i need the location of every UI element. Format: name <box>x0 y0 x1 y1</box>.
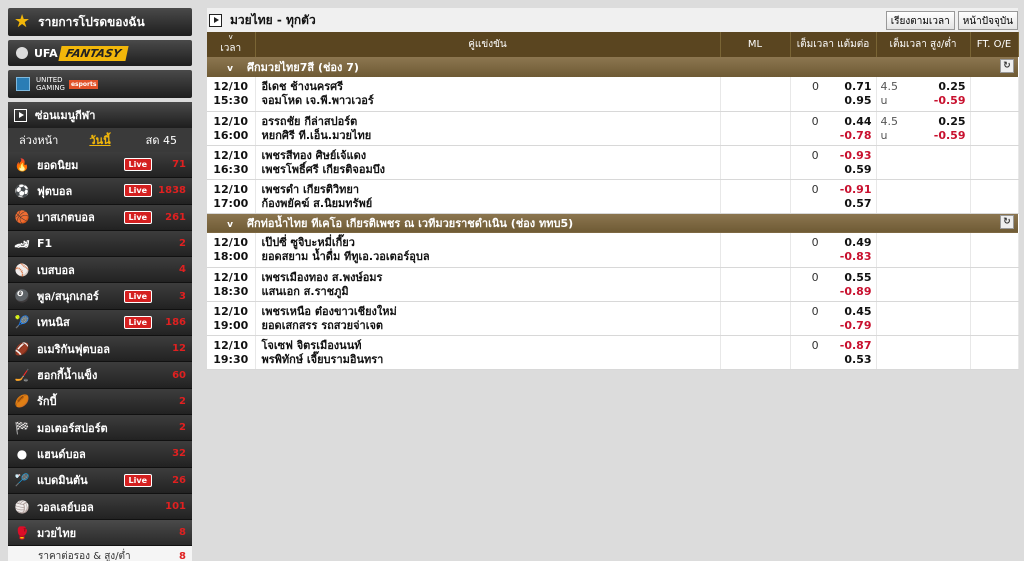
col-match: คู่แข่งขัน <box>255 32 720 57</box>
tab-early[interactable]: ล่วงหน้า <box>19 134 59 147</box>
sub-menu-label: ราคาต่อรอง & สูง/ต่ำ <box>38 550 131 561</box>
sport-icon: ⚽ <box>14 183 30 198</box>
sport-count: 186 <box>165 316 186 328</box>
sidebar-sport-item[interactable] <box>8 415 192 441</box>
away-team: จอมโหด เจ.พี.พาวเวอร์ <box>261 94 374 107</box>
col-ft-ou: เต็มเวลา สูง/ต่ำ <box>876 32 970 57</box>
refresh-icon[interactable]: ↻ <box>1000 215 1014 229</box>
sport-count: 12 <box>172 343 186 355</box>
sport-icon: 🎾 <box>14 315 30 330</box>
sport-icon: 🏁 <box>14 420 30 435</box>
ml-cell <box>720 77 790 111</box>
match-date: 12/10 <box>213 80 249 93</box>
league-name: ศึกมวยไทย7สี (ช่อง 7) <box>247 61 359 74</box>
match-time: 17:00 <box>213 196 249 210</box>
ou-under-marker: u <box>880 128 888 142</box>
hdp-line: 0 <box>811 338 819 352</box>
oe-cell <box>970 335 1018 369</box>
united-gaming-line1: UNITED <box>36 76 63 84</box>
home-team: อรรถชัย กีล่าสปอร์ต <box>261 114 358 128</box>
league-name: ศึกท่อน้ำไทย ทีเคโอ เกียรติเพชร ณ เวทีมวยราชดำเนิน (ช่อง ททบ5) <box>247 217 574 231</box>
ml-cell <box>720 335 790 369</box>
sport-count: 8 <box>179 527 186 539</box>
hdp-line: 0 <box>811 114 819 128</box>
ufa-label: UFA <box>34 46 58 60</box>
sport-count: 1838 <box>158 185 186 197</box>
hdp-away-odds[interactable]: -0.89 <box>839 284 872 298</box>
match-row <box>207 111 1018 145</box>
away-team: เพชรโพธิ์ศรี เกียรติจอมบึง <box>261 162 386 176</box>
refresh-icon[interactable]: ↻ <box>1000 59 1014 73</box>
star-icon: ★ <box>14 11 31 32</box>
sidebar-sport-item[interactable] <box>8 152 192 178</box>
home-team: เพชรสีทอง ศิษย์เจ้แดง <box>261 148 367 162</box>
favorites-button[interactable] <box>8 8 192 36</box>
match-time: 18:30 <box>213 284 249 298</box>
current-page-button[interactable]: หน้าปัจจุบัน <box>958 11 1018 30</box>
sidebar-sport-item[interactable] <box>8 205 192 231</box>
sport-icon: 🏀 <box>14 210 30 225</box>
esports-badge: esports <box>70 80 97 88</box>
sport-count: 71 <box>172 159 186 171</box>
sport-count: 2 <box>179 238 186 250</box>
live-badge: Live <box>124 290 152 303</box>
ufa-fantasy-banner[interactable] <box>8 40 192 66</box>
home-team: โจเซฟ จิตรเมืองนนท์ <box>261 338 362 352</box>
sub-menu-hdp-ou[interactable] <box>8 546 192 561</box>
sport-count: 2 <box>179 422 186 434</box>
oe-cell <box>970 77 1018 111</box>
home-team: เพชรเหนือ ต๋องขาวเชียงใหม่ <box>261 304 397 318</box>
home-team: อีเดช ช้างนครศรี <box>261 80 343 93</box>
away-team: หยกศิรี ที.เอ็น.มวยไทย <box>261 128 372 142</box>
sport-label: ยอดนิยม <box>37 158 79 172</box>
match-date: 12/10 <box>213 182 249 196</box>
sport-count: 101 <box>165 501 186 512</box>
match-row <box>207 301 1018 335</box>
sport-icon: 🔥 <box>14 157 30 172</box>
sport-icon: 🥊 <box>14 525 30 540</box>
sidebar-sport-item[interactable] <box>8 441 192 467</box>
sub-menu-count: 8 <box>179 550 186 561</box>
united-gaming-logo-icon <box>16 77 30 91</box>
home-team: เพชรดำ เกียรติวิทยา <box>261 182 360 196</box>
odds-table <box>207 32 1019 370</box>
hdp-home-odds[interactable]: -0.91 <box>839 182 872 196</box>
sport-label: มวยไทย <box>37 526 77 540</box>
col-ml: ML <box>720 32 790 57</box>
hdp-home-odds[interactable]: 0.45 <box>844 304 872 318</box>
sport-label: แบดมินตัน <box>37 474 88 488</box>
oe-cell <box>970 145 1018 179</box>
sidebar-sport-item[interactable] <box>8 389 192 415</box>
match-row <box>207 335 1018 369</box>
sport-count: 26 <box>172 474 186 486</box>
sport-label: เทนนิส <box>37 316 70 330</box>
united-gaming-line2: GAMING <box>36 84 65 92</box>
chevron-down-icon[interactable]: v <box>227 64 233 74</box>
sport-count: 3 <box>179 290 186 302</box>
sport-label: ฟุตบอล <box>37 184 73 198</box>
sidebar-sport-item[interactable] <box>8 231 192 257</box>
ou-under-odds[interactable]: -0.59 <box>933 128 966 142</box>
play-square-icon <box>14 109 27 122</box>
oe-cell <box>970 111 1018 145</box>
fantasy-label: FANTASY <box>58 46 128 61</box>
hdp-away-odds[interactable]: -0.78 <box>839 128 872 142</box>
match-date: 12/10 <box>213 270 249 284</box>
sport-icon: 🏒 <box>14 368 30 383</box>
match-time: 16:30 <box>213 162 249 176</box>
hdp-away-odds[interactable]: -0.79 <box>839 318 872 332</box>
sport-label: ฮอกกี้น้ำแข็ง <box>37 369 98 383</box>
hdp-line: 0 <box>812 80 819 93</box>
sidebar-sport-item[interactable] <box>8 362 192 388</box>
sport-icon: ● <box>16 446 28 461</box>
ou-line: 4.5 <box>880 80 898 93</box>
match-time: 16:00 <box>213 128 249 142</box>
hdp-home-odds[interactable]: 0.49 <box>844 236 872 249</box>
sort-arrow-icon: v <box>228 32 233 41</box>
oe-cell <box>970 179 1018 213</box>
hide-sports-menu-button[interactable] <box>8 102 192 128</box>
united-gaming-banner[interactable] <box>8 70 192 98</box>
hdp-home-odds[interactable]: 0.71 <box>844 80 872 93</box>
sidebar-sport-item[interactable] <box>8 336 192 362</box>
hdp-line: 0 <box>811 304 819 318</box>
tab-today[interactable]: วันนี้ <box>89 134 111 147</box>
sport-label: อเมริกันฟุตบอล <box>37 342 110 356</box>
match-time: 19:00 <box>213 318 249 332</box>
sport-icon: 🏎 <box>14 236 30 251</box>
match-date: 12/10 <box>213 148 249 162</box>
sport-label: บาสเกตบอล <box>37 211 95 225</box>
sidebar-sport-item[interactable] <box>8 310 192 336</box>
sport-label: F1 <box>37 237 53 251</box>
ml-cell <box>720 233 790 267</box>
ml-cell <box>720 267 790 301</box>
match-time: 18:00 <box>213 250 249 263</box>
sport-label: แฮนด์บอล <box>37 447 86 461</box>
home-team: เป๊ปซี่ ซูจิบะหมี่เกี๊ยว <box>261 236 355 249</box>
match-date: 12/10 <box>213 114 249 128</box>
sidebar-sport-item[interactable] <box>8 178 192 204</box>
sport-icon: 🎱 <box>14 289 30 304</box>
match-date: 12/10 <box>213 338 249 352</box>
match-time: 19:30 <box>213 352 249 366</box>
sidebar-sport-item[interactable] <box>8 257 192 283</box>
sport-label: พูล/สนุกเกอร์ <box>37 290 99 304</box>
hdp-line: 0 <box>811 236 819 249</box>
match-row <box>207 267 1018 301</box>
hdp-home-odds[interactable]: 0.44 <box>844 114 872 128</box>
live-badge: Live <box>124 316 152 329</box>
ou-line: 4.5 <box>880 114 898 128</box>
sidebar-sport-item[interactable] <box>8 520 192 546</box>
col-time[interactable]: v เวลา <box>207 32 255 57</box>
main-content <box>207 8 1018 370</box>
hdp-home-odds[interactable]: -0.87 <box>839 338 872 352</box>
match-row <box>207 145 1018 179</box>
hdp-away-odds[interactable]: 0.59 <box>844 162 872 176</box>
hdp-home-odds[interactable]: 0.55 <box>844 270 872 284</box>
tab-live[interactable]: สด 45 <box>145 134 177 147</box>
oe-cell <box>970 233 1018 267</box>
match-row <box>207 179 1018 213</box>
live-badge: Live <box>124 184 152 197</box>
page-title: มวยไทย - ทุกตัว <box>230 12 316 27</box>
match-row <box>207 233 1018 267</box>
favorites-label: รายการโปรดของฉัน <box>38 14 145 29</box>
match-date: 12/10 <box>213 304 249 318</box>
sport-icon: 🏈 <box>14 341 30 356</box>
sport-icon: 🏐 <box>14 499 30 514</box>
sidebar-sport-item[interactable] <box>8 283 192 309</box>
away-team: พรพิทักษ์ เจี๊ยบรามอินทรา <box>261 352 384 366</box>
sport-icon: 🏸 <box>14 473 30 488</box>
ufa-logo-icon <box>16 47 28 59</box>
hdp-line: 0 <box>811 270 819 284</box>
sport-label: เบสบอล <box>37 263 75 277</box>
sport-label: รักบี้ <box>37 395 57 409</box>
home-team: เพชรเมืองทอง ส.พงษ์อมร <box>261 270 383 284</box>
play-square-icon[interactable] <box>209 14 222 27</box>
hdp-away-odds[interactable]: 0.57 <box>844 196 872 210</box>
live-badge: Live <box>124 158 152 171</box>
ou-over-odds[interactable]: 0.25 <box>938 114 966 128</box>
ou-under-marker: u <box>880 94 888 107</box>
hdp-away-odds[interactable]: 0.53 <box>844 352 872 366</box>
sport-icon: 🏉 <box>14 394 30 409</box>
ml-cell <box>720 145 790 179</box>
col-ft-oe: FT. O/E <box>970 32 1018 57</box>
away-team: ก้องพยัคฆ์ ส.นิยมทรัพย์ <box>261 196 373 210</box>
sport-count: 60 <box>172 369 186 381</box>
sport-label: มอเตอร์สปอร์ต <box>37 421 108 435</box>
sport-icon: ⚾ <box>14 262 30 277</box>
live-badge: Live <box>124 474 152 487</box>
sport-count: 261 <box>165 211 186 223</box>
oe-cell <box>970 301 1018 335</box>
hdp-home-odds[interactable]: -0.93 <box>839 148 872 162</box>
sport-label: วอลเลย์บอล <box>37 500 94 514</box>
sport-count: 32 <box>172 448 186 460</box>
hdp-away-odds[interactable]: 0.95 <box>844 94 872 107</box>
match-row <box>207 77 1018 111</box>
table-header <box>207 32 1018 57</box>
period-tabs <box>8 128 192 152</box>
sport-count: 2 <box>179 395 186 407</box>
ou-under-odds[interactable]: -0.59 <box>933 94 966 107</box>
ml-cell <box>720 301 790 335</box>
chevron-down-icon[interactable]: v <box>227 220 233 231</box>
hdp-away-odds[interactable]: -0.83 <box>839 250 872 263</box>
sports-list <box>8 152 192 546</box>
ml-cell <box>720 111 790 145</box>
live-badge: Live <box>124 211 152 224</box>
ml-cell <box>720 179 790 213</box>
away-team: ยอดสยาม น้ำดื่ม ทีทูเอ.วอเตอร์อุบล <box>261 250 430 263</box>
match-date: 12/10 <box>213 236 249 249</box>
away-team: ยอดเสกสรร รถสวยจ่าเจต <box>261 318 384 332</box>
hide-menu-label: ซ่อนเมนูกีฬา <box>35 109 96 122</box>
page-header <box>207 8 1018 32</box>
league-row[interactable] <box>207 213 1018 233</box>
league-row[interactable] <box>207 57 1018 77</box>
sort-by-time-button[interactable]: เรียงตามเวลา <box>886 11 955 30</box>
col-ft-hdp: เต็มเวลา แต้มต่อ <box>790 32 876 57</box>
sidebar-sport-item[interactable] <box>8 494 192 520</box>
away-team: แสนเอก ส.ราชภูมิ <box>261 284 349 298</box>
match-time: 15:30 <box>213 94 249 107</box>
oe-cell <box>970 267 1018 301</box>
sidebar-sport-item[interactable] <box>8 468 192 494</box>
sport-count: 4 <box>179 264 186 276</box>
hdp-line: 0 <box>811 182 819 196</box>
ou-over-odds[interactable]: 0.25 <box>938 80 966 93</box>
sidebar <box>8 8 192 561</box>
hdp-line: 0 <box>811 148 819 162</box>
